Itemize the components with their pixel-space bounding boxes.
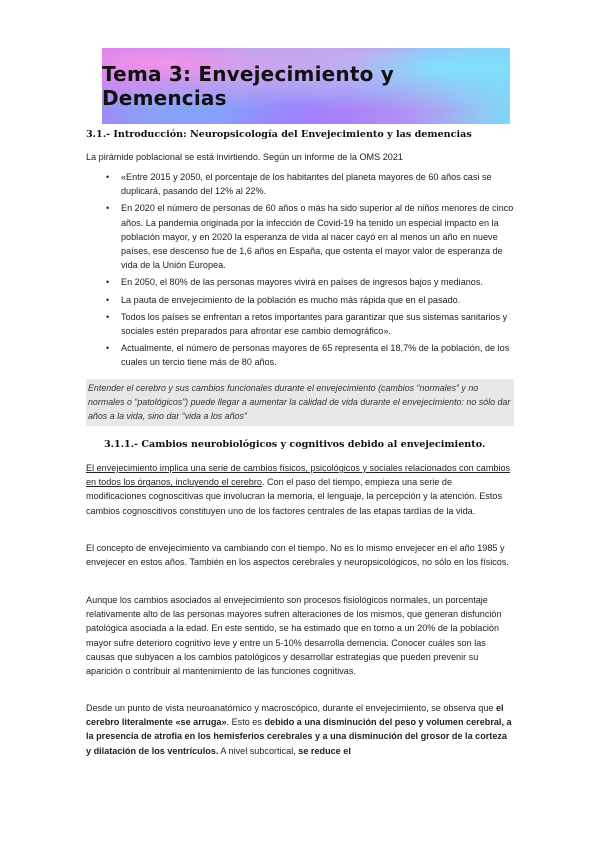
intro-paragraph: La pirámide poblacional se está invirtiendo. Según un informe de la OMS 2021 <box>86 152 403 162</box>
highlight-callout: Entender el cerebro y sus cambios funcionales durante el envejecimiento (cambios “normales” y no normales o “patológicos”) puede llegar a aumentar la calidad de vida durante el envejecimiento: no sólo dar años a la vida, sino dar “vida a los años” <box>86 379 514 426</box>
bullet-marker: • <box>106 343 110 354</box>
page-title: Tema 3: Envejecimiento y Demencias <box>102 62 394 110</box>
list-item: • Actualmente, el número de personas mayores de 65 representa el 18,7% de la población, de los cuales un tercio tiene más de 80 años. <box>106 343 510 368</box>
bullet-list <box>86 170 514 373</box>
bullet-marker: • <box>106 311 110 322</box>
list-item: • Todos los países se enfrentan a retos importantes para garantizar que sus sistemas sanitarios y sociales estén preparados para afrontar ese cambio demográfico». <box>106 311 508 337</box>
list-item: • «Entre 2015 y 2050, el porcentaje de los habitantes del planeta mayores de 60 años casi se duplicará, pasando del 12% al 22%. <box>106 172 492 197</box>
bold-text: el cerebro literalmente «se arruga» <box>86 703 504 728</box>
bullet-marker: • <box>106 294 110 305</box>
title-banner <box>102 48 510 124</box>
bullet-marker: • <box>106 203 110 214</box>
list-item: • En 2050, el 80% de las personas mayores vivirá en países de ingresos bajos y medianos. <box>86 275 514 289</box>
underlined-text: El envejecimiento implica una serie de cambios físicos, psicológicos y sociales relacionados con cambios en todos los órganos, incluyendo el cerebro <box>86 463 511 488</box>
subsection-heading: 3.1.1.- Cambios neurobiológicos y cognitivos debido al envejecimiento. <box>104 439 486 450</box>
bold-text: debido a una disminución del peso y volumen cerebral, a la presencia de atrofia en los hemisferios cerebrales y a una disminución del grosor de la corteza y dilatación de los ventrículos. <box>86 717 512 756</box>
bullet-marker: • <box>106 277 110 288</box>
bold-text: se reduce el <box>298 745 351 756</box>
bullet-marker: • <box>106 172 110 182</box>
section-heading: 3.1.- Introducción: Neuropsicología del Envejecimiento y las demencias <box>86 129 472 140</box>
list-item: • En 2020 el número de personas de 60 años o más ha sido superior al de niños menores de cinco años. La pandemia originada por la infección de Covid-19 ha tenido un especial impacto en la población mayor, y en 2020 la esperanza de vida al nacer cayó en al menos un año en nueve países, ese descenso fue de 1,6 años en España, que ostenta el mayor valor de esperanza de vida de la Unión Europea. <box>106 203 514 271</box>
list-item: • La pauta de envejecimiento de la población es mucho más rápida que en el pasado. <box>86 293 514 307</box>
paragraph-4: Desde un punto de vista neuroanatómico y macroscópico, durante el envejecimiento, se observa que el cerebro literalmente «se arruga». Esto es debido a una disminución del peso y volumen cerebral, a la presencia de atrofia en los hemisferios cerebrales y a una disminución del grosor de la corteza y dilatación de los ventrículos. A nivel subcortical, se reduce el <box>86 703 512 756</box>
paragraph-2: El concepto de envejecimiento va cambiando con el tiempo. No es lo mismo envejecer en el año 1985 y envejecer en estos años. También en los aspectos cerebrales y neuropsicológicos, no sólo en los físicos. <box>86 543 509 568</box>
paragraph-3: Aunque los cambios asociados al envejecimiento son procesos fisiológicos normales, un porcentaje relativamente alto de las personas mayores sufren alteraciones de los mismos, que generan disfunción patológica asociada a la edad. En este sentido, se ha estimado que en torno a un 20% de la población mayor sufre deterioro cognitivo leve y entre un 5-10% desarrolla demencia. Conocer cuáles son las causas que subyacen a los cambios patológicos y desarrollar estrategias que pueden prevenir su aparición o contribuir al mantenimiento de las funciones cognitivas. <box>86 595 502 677</box>
paragraph-1: El envejecimiento implica una serie de cambios físicos, psicológicos y sociales relacionados con cambios en todos los órganos, incluyendo el cerebro. Con el paso del tiempo, empieza una serie de modificaciones cognoscitivas que involucran la memoria, el lenguaje, la percepción y la atención. Estos cambios cognoscitivos constituyen uno de los factores centrales de las etapas tardías de la vida. <box>86 463 511 516</box>
